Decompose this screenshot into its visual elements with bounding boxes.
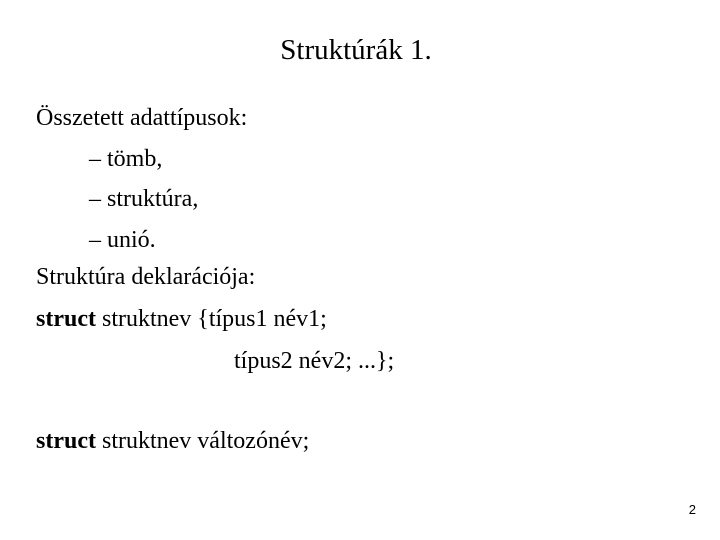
heading-compound-types: Összetett adattípusok:: [36, 105, 248, 131]
slide-title: Struktúrák 1.: [280, 34, 432, 66]
list-item-struct: – struktúra,: [89, 186, 199, 212]
struct-keyword: struct: [36, 306, 96, 332]
page-number: 2: [688, 502, 696, 517]
list-item-union: – unió.: [89, 227, 156, 253]
code-line-variable: [36, 426, 309, 456]
code-text: struktnev változónév;: [95, 428, 310, 454]
heading-struct-declaration: Struktúra deklarációja:: [36, 264, 256, 290]
struct-keyword: struct: [36, 428, 96, 454]
code-line-declaration: [36, 304, 327, 334]
code-line-continuation: típus2 név2; ...};: [234, 348, 395, 374]
code-text: struktnev {típus1 név1;: [95, 306, 327, 332]
list-item-array: – tömb,: [89, 146, 163, 172]
